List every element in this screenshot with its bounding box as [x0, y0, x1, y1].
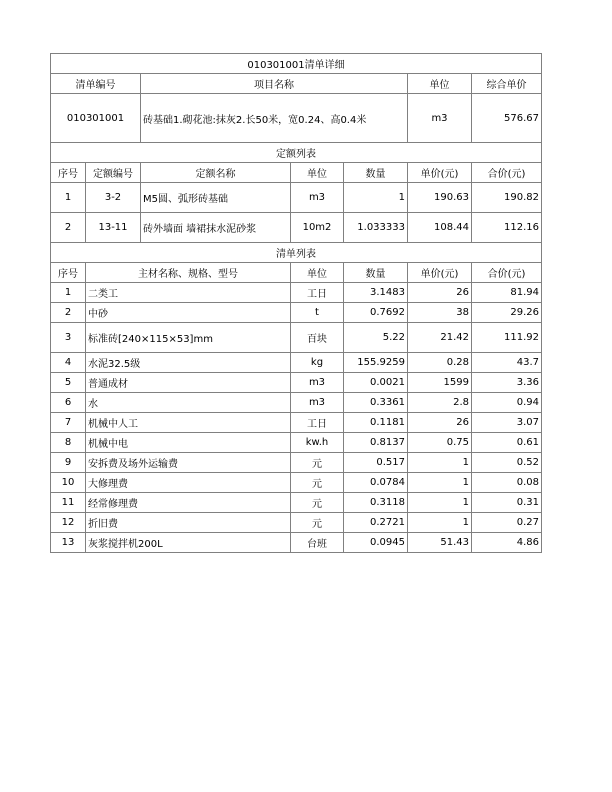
- material-unit: m3: [291, 373, 344, 393]
- material-price: 1: [408, 453, 472, 473]
- material-seq: 4: [51, 353, 86, 373]
- material-seq: 7: [51, 413, 86, 433]
- material-total: 3.07: [472, 413, 542, 433]
- material-qty-header: 数量: [344, 263, 408, 283]
- material-qty: 0.3118: [344, 493, 408, 513]
- material-total: 0.61: [472, 433, 542, 453]
- material-price: 51.43: [408, 533, 472, 553]
- quota-qty: 1.033333: [344, 213, 408, 243]
- material-unit: kg: [291, 353, 344, 373]
- material-total: 3.36: [472, 373, 542, 393]
- bill-price: 576.67: [472, 94, 542, 143]
- material-qty: 3.1483: [344, 283, 408, 303]
- quota-qty: 1: [344, 183, 408, 213]
- material-total-header: 合价(元): [472, 263, 542, 283]
- material-unit: 工日: [291, 413, 344, 433]
- material-row: [51, 283, 542, 303]
- material-seq: 11: [51, 493, 86, 513]
- material-row: [51, 473, 542, 493]
- quota-seq: 1: [51, 183, 86, 213]
- material-name: 水: [86, 393, 291, 413]
- material-price: 1: [408, 493, 472, 513]
- quota-row: [51, 213, 542, 243]
- material-row: [51, 433, 542, 453]
- material-price: 2.8: [408, 393, 472, 413]
- material-seq: 8: [51, 433, 86, 453]
- material-qty: 0.8137: [344, 433, 408, 453]
- material-unit: 元: [291, 493, 344, 513]
- material-seq: 3: [51, 323, 86, 353]
- material-price: 1599: [408, 373, 472, 393]
- bill-unit-header: 单位: [408, 74, 472, 94]
- material-unit: 元: [291, 513, 344, 533]
- material-seq: 12: [51, 513, 86, 533]
- material-total: 0.08: [472, 473, 542, 493]
- material-unit-header: 单位: [291, 263, 344, 283]
- material-row: [51, 393, 542, 413]
- material-qty: 0.1181: [344, 413, 408, 433]
- bill-code: 010301001: [51, 94, 141, 143]
- material-unit: t: [291, 303, 344, 323]
- material-row: [51, 453, 542, 473]
- material-seq: 13: [51, 533, 86, 553]
- material-row: [51, 413, 542, 433]
- quota-seq: 2: [51, 213, 86, 243]
- material-name: 中砂: [86, 303, 291, 323]
- material-total: 0.31: [472, 493, 542, 513]
- bill-code-header: 清单编号: [51, 74, 141, 94]
- material-row: [51, 493, 542, 513]
- material-seq: 10: [51, 473, 86, 493]
- bill-detail-sheet: [50, 53, 541, 553]
- material-section-title: 清单列表: [51, 243, 542, 263]
- material-total: 0.27: [472, 513, 542, 533]
- material-qty: 0.3361: [344, 393, 408, 413]
- quota-code-header: 定额编号: [86, 163, 141, 183]
- material-seq: 9: [51, 453, 86, 473]
- material-unit: 台班: [291, 533, 344, 553]
- quota-seq-header: 序号: [51, 163, 86, 183]
- quota-code: 3-2: [86, 183, 141, 213]
- material-seq-header: 序号: [51, 263, 86, 283]
- material-total: 111.92: [472, 323, 542, 353]
- quota-qty-header: 数量: [344, 163, 408, 183]
- material-row: [51, 373, 542, 393]
- quota-row: [51, 183, 542, 213]
- material-qty: 5.22: [344, 323, 408, 353]
- material-seq: 6: [51, 393, 86, 413]
- material-name-header: 主材名称、规格、型号: [86, 263, 291, 283]
- material-unit: 工日: [291, 283, 344, 303]
- material-qty: 0.7692: [344, 303, 408, 323]
- material-row: [51, 513, 542, 533]
- quota-name-header: 定额名称: [141, 163, 291, 183]
- quota-price-header: 单价(元): [408, 163, 472, 183]
- material-row: [51, 533, 542, 553]
- material-name: 机械中人工: [86, 413, 291, 433]
- material-price-header: 单价(元): [408, 263, 472, 283]
- quota-section-title: 定额列表: [51, 143, 542, 163]
- quota-unit: m3: [291, 183, 344, 213]
- quota-total: 112.16: [472, 213, 542, 243]
- material-name: 机械中电: [86, 433, 291, 453]
- material-name: 折旧费: [86, 513, 291, 533]
- material-price: 0.75: [408, 433, 472, 453]
- material-qty: 0.2721: [344, 513, 408, 533]
- material-name: 大修理费: [86, 473, 291, 493]
- material-name: 普通成材: [86, 373, 291, 393]
- material-price: 26: [408, 283, 472, 303]
- material-price: 0.28: [408, 353, 472, 373]
- material-unit: 百块: [291, 323, 344, 353]
- material-total: 43.7: [472, 353, 542, 373]
- bill-name: 砖基础1.砌花池:抹灰2.长50米，宽0.24、高0.4米: [141, 94, 408, 143]
- quota-unit-header: 单位: [291, 163, 344, 183]
- quota-price: 108.44: [408, 213, 472, 243]
- sheet-title: 010301001清单详细: [51, 54, 542, 74]
- material-total: 81.94: [472, 283, 542, 303]
- material-total: 29.26: [472, 303, 542, 323]
- quota-total: 190.82: [472, 183, 542, 213]
- material-name: 灰浆搅拌机200L: [86, 533, 291, 553]
- material-unit: 元: [291, 453, 344, 473]
- bill-detail-table: [50, 53, 542, 553]
- material-total: 0.52: [472, 453, 542, 473]
- material-row: [51, 323, 542, 353]
- material-price: 1: [408, 513, 472, 533]
- material-qty: 0.517: [344, 453, 408, 473]
- material-seq: 1: [51, 283, 86, 303]
- material-qty: 0.0784: [344, 473, 408, 493]
- material-name: 安拆费及场外运输费: [86, 453, 291, 473]
- material-price: 21.42: [408, 323, 472, 353]
- bill-price-header: 综合单价: [472, 74, 542, 94]
- material-row: [51, 353, 542, 373]
- material-price: 1: [408, 473, 472, 493]
- material-row: [51, 303, 542, 323]
- material-name: 水泥32.5级: [86, 353, 291, 373]
- material-name: 经常修理费: [86, 493, 291, 513]
- bill-unit: m3: [408, 94, 472, 143]
- quota-code: 13-11: [86, 213, 141, 243]
- material-seq: 5: [51, 373, 86, 393]
- material-unit: kw.h: [291, 433, 344, 453]
- quota-name: 砖外墙面 墙裙抹水泥砂浆: [141, 213, 291, 243]
- material-name: 标准砖[240×115×53]mm: [86, 323, 291, 353]
- material-total: 0.94: [472, 393, 542, 413]
- quota-price: 190.63: [408, 183, 472, 213]
- material-name: 二类工: [86, 283, 291, 303]
- quota-name: M5圆、弧形砖基础: [141, 183, 291, 213]
- quota-total-header: 合价(元): [472, 163, 542, 183]
- material-seq: 2: [51, 303, 86, 323]
- material-unit: m3: [291, 393, 344, 413]
- material-unit: 元: [291, 473, 344, 493]
- material-price: 26: [408, 413, 472, 433]
- bill-name-header: 项目名称: [141, 74, 408, 94]
- material-qty: 0.0945: [344, 533, 408, 553]
- material-price: 38: [408, 303, 472, 323]
- material-total: 4.86: [472, 533, 542, 553]
- quota-unit: 10m2: [291, 213, 344, 243]
- material-qty: 0.0021: [344, 373, 408, 393]
- material-qty: 155.9259: [344, 353, 408, 373]
